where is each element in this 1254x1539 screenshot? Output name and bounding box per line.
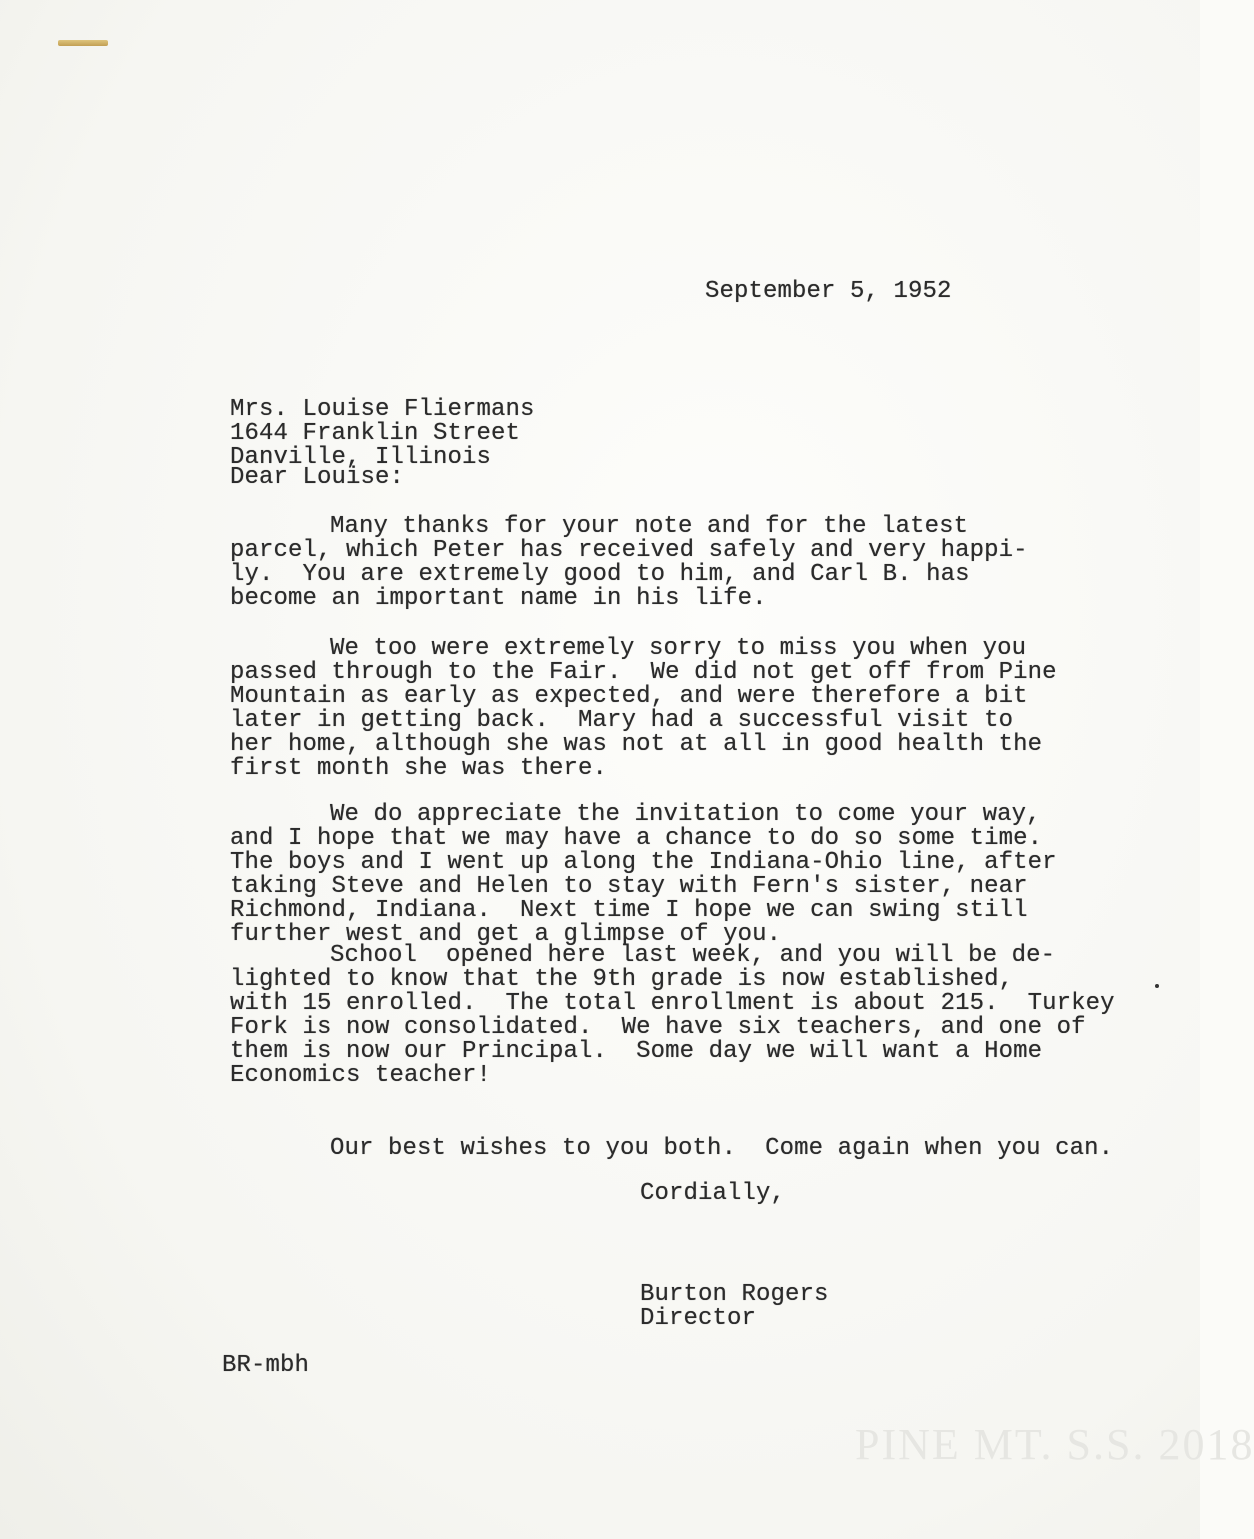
text-line: passed through to the Fair. We did not get off from Pine bbox=[230, 659, 1057, 686]
text-line: Mountain as early as expected, and were therefore a bit bbox=[230, 683, 1028, 710]
paragraph-2 bbox=[230, 637, 1057, 781]
reference-initials: BR-mbh bbox=[222, 1352, 310, 1379]
recipient-address bbox=[230, 398, 535, 470]
text-line: The boys and I went up along the Indiana-Ohio line, after bbox=[230, 849, 1057, 876]
text-line: parcel, which Peter has received safely and very happi- bbox=[230, 537, 1028, 564]
text-line: School opened here last week, and you will be de- bbox=[330, 942, 1056, 969]
text-line: later in getting back. Mary had a successful visit to bbox=[230, 707, 1014, 734]
text-line: with 15 enrolled. The total enrollment is about 215. Turkey bbox=[230, 990, 1115, 1017]
text-line: them is now our Principal. Some day we will want a Home bbox=[230, 1038, 1043, 1065]
text-line: We too were extremely sorry to miss you when you bbox=[330, 635, 1027, 662]
paragraph-5 bbox=[230, 1137, 1113, 1161]
salutation: Dear Louise: bbox=[230, 464, 405, 491]
ink-speck bbox=[1155, 984, 1159, 988]
signature-block bbox=[640, 1283, 829, 1331]
paragraph-1 bbox=[230, 515, 1028, 611]
letter-date: September 5, 1952 bbox=[705, 278, 952, 305]
archive-watermark: PINE MT. S.S. 2018 bbox=[855, 1420, 1254, 1469]
text-line: her home, although she was not at all in good health the bbox=[230, 731, 1043, 758]
signer-name: Burton Rogers bbox=[640, 1281, 829, 1308]
closing: Cordially, bbox=[640, 1180, 786, 1207]
text-line: lighted to know that the 9th grade is now established, bbox=[230, 966, 1014, 993]
text-line: Richmond, Indiana. Next time I hope we can swing still bbox=[230, 897, 1028, 924]
paragraph-3 bbox=[230, 803, 1057, 947]
text-line: Our best wishes to you both. Come again when you can. bbox=[330, 1135, 1114, 1162]
staple-mark bbox=[58, 40, 108, 46]
text-line: Economics teacher! bbox=[230, 1062, 492, 1089]
address-line: Danville, Illinois bbox=[230, 444, 492, 471]
address-line: Mrs. Louise Fliermans bbox=[230, 396, 535, 423]
text-line: first month she was there. bbox=[230, 755, 608, 782]
text-line: ly. You are extremely good to him, and Carl B. has bbox=[230, 561, 970, 588]
text-line: and I hope that we may have a chance to do so some time. bbox=[230, 825, 1043, 852]
paragraph-4 bbox=[230, 944, 1115, 1088]
address-line: 1644 Franklin Street bbox=[230, 420, 521, 447]
text-line: further west and get a glimpse of you. bbox=[230, 921, 782, 948]
signer-title: Director bbox=[640, 1305, 757, 1332]
text-line: We do appreciate the invitation to come your way, bbox=[330, 801, 1041, 828]
text-line: become an important name in his life. bbox=[230, 585, 767, 612]
text-line: Many thanks for your note and for the latest bbox=[330, 513, 969, 540]
text-line: Fork is now consolidated. We have six teachers, and one of bbox=[230, 1014, 1086, 1041]
text-line: taking Steve and Helen to stay with Fern's sister, near bbox=[230, 873, 1028, 900]
